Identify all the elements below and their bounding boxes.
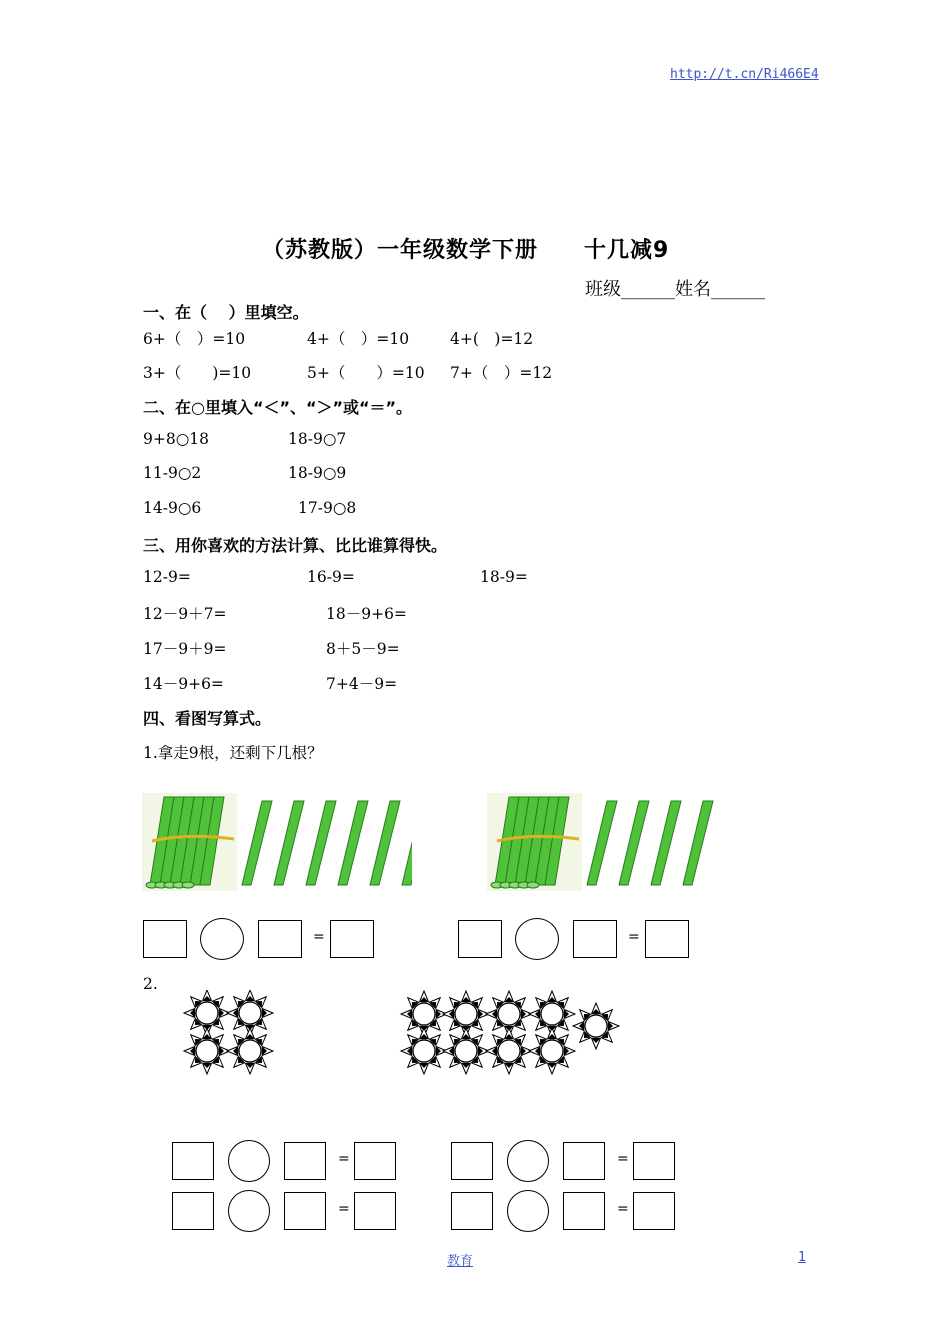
sticks-picture-right — [487, 793, 727, 893]
page-number[interactable]: 1 — [798, 1250, 806, 1265]
sun-icon — [184, 1028, 230, 1074]
s3-item: 7+4－9= — [326, 675, 398, 693]
sun-disc — [541, 1040, 563, 1062]
sun-disc — [413, 1040, 435, 1062]
operator-circle[interactable] — [515, 918, 559, 960]
s3-item: 17－9＋9= — [143, 640, 227, 658]
page-title: （苏教版）一年级数学下册 十几减9 — [262, 238, 670, 263]
sun-disc — [239, 1002, 261, 1024]
operator-circle[interactable] — [507, 1140, 549, 1182]
loose-stick — [402, 801, 412, 885]
s3-item: 18－9+6= — [326, 605, 407, 623]
s1-item: 4+( )=12 — [450, 330, 534, 348]
answer-box[interactable] — [172, 1142, 214, 1180]
sun-disc — [413, 1003, 435, 1025]
section4-heading: 四、看图写算式。 — [143, 709, 272, 728]
loose-stick — [370, 801, 400, 885]
question-2: 2. — [143, 975, 158, 993]
sun-disc — [585, 1015, 607, 1037]
sun-icon — [443, 1028, 489, 1074]
answer-box[interactable] — [563, 1192, 605, 1230]
answer-box[interactable] — [633, 1192, 675, 1230]
header-url-link[interactable]: http://t.cn/Ri466E4 — [670, 67, 819, 82]
section3-heading: 三、用你喜欢的方法计算、比比谁算得快。 — [143, 536, 448, 555]
suns-picture-right — [398, 990, 623, 1075]
sun-disc — [455, 1040, 477, 1062]
question-1: 1.拿走9根，还剩下几根？ — [143, 744, 323, 762]
answer-box[interactable] — [451, 1142, 493, 1180]
answer-box[interactable] — [354, 1192, 396, 1230]
answer-box[interactable] — [573, 920, 617, 958]
answer-box[interactable] — [172, 1192, 214, 1230]
loose-stick — [587, 801, 617, 885]
s3-item: 8＋5－9= — [326, 640, 400, 658]
loose-stick — [683, 801, 713, 885]
operator-circle[interactable] — [200, 918, 244, 960]
section1-heading: 一、在（ ）里填空。 — [143, 303, 309, 322]
s2-item: 9+8○18 — [143, 430, 209, 448]
sun-disc — [541, 1003, 563, 1025]
loose-stick — [274, 801, 304, 885]
equals-sign: = — [338, 1151, 350, 1167]
loose-stick — [619, 801, 649, 885]
sun-icon — [529, 1028, 575, 1074]
answer-box[interactable] — [330, 920, 374, 958]
operator-circle[interactable] — [228, 1140, 270, 1182]
class-name-line: 班级______姓名______ — [585, 279, 765, 300]
suns-picture-left — [180, 990, 280, 1075]
s2-item: 11-9○2 — [143, 464, 202, 482]
sticks-picture-left — [142, 793, 412, 893]
sun-disc — [455, 1003, 477, 1025]
operator-circle[interactable] — [507, 1190, 549, 1232]
s1-item: 3+（ )=10 — [143, 364, 252, 382]
equals-sign: = — [628, 929, 640, 945]
equals-sign: = — [617, 1151, 629, 1167]
section2-heading: 二、在○里填入“＜”、“＞”或“＝”。 — [143, 398, 413, 417]
answer-box[interactable] — [354, 1142, 396, 1180]
answer-box[interactable] — [458, 920, 502, 958]
sun-disc — [498, 1040, 520, 1062]
sun-disc — [196, 1040, 218, 1062]
sun-disc — [196, 1002, 218, 1024]
loose-stick — [338, 801, 368, 885]
s2-item: 17-9○8 — [298, 499, 357, 517]
s3-item: 18-9= — [480, 568, 528, 586]
s1-item: 6+（ ）=10 — [143, 330, 246, 348]
answer-box[interactable] — [284, 1192, 326, 1230]
equals-sign: = — [338, 1201, 350, 1217]
sun-icon — [573, 1003, 619, 1049]
answer-box[interactable] — [645, 920, 689, 958]
loose-stick — [242, 801, 272, 885]
loose-stick — [651, 801, 681, 885]
footer-label-link[interactable]: 教育 — [447, 1254, 474, 1269]
stick-end — [527, 882, 539, 888]
s1-item: 5+（ ）=10 — [307, 364, 425, 382]
sun-disc — [498, 1003, 520, 1025]
answer-box[interactable] — [633, 1142, 675, 1180]
stick-end — [182, 882, 194, 888]
sun-icon — [227, 1028, 273, 1074]
s3-item: 12-9= — [143, 568, 191, 586]
equals-sign: = — [313, 929, 325, 945]
loose-stick — [306, 801, 336, 885]
equals-sign: = — [617, 1201, 629, 1217]
s2-item: 18-9○7 — [288, 430, 347, 448]
s3-item: 16-9= — [307, 568, 355, 586]
s1-item: 4+（ ）=10 — [307, 330, 410, 348]
answer-box[interactable] — [258, 920, 302, 958]
s3-item: 12－9＋7= — [143, 605, 227, 623]
s2-item: 14-9○6 — [143, 499, 202, 517]
sun-icon — [486, 1028, 532, 1074]
answer-box[interactable] — [451, 1192, 493, 1230]
sun-icon — [401, 1028, 447, 1074]
answer-box[interactable] — [284, 1142, 326, 1180]
sun-disc — [239, 1040, 261, 1062]
s2-item: 18-9○9 — [288, 464, 347, 482]
operator-circle[interactable] — [228, 1190, 270, 1232]
answer-box[interactable] — [563, 1142, 605, 1180]
s3-item: 14－9+6= — [143, 675, 224, 693]
answer-box[interactable] — [143, 920, 187, 958]
s1-item: 7+（ ）=12 — [450, 364, 553, 382]
